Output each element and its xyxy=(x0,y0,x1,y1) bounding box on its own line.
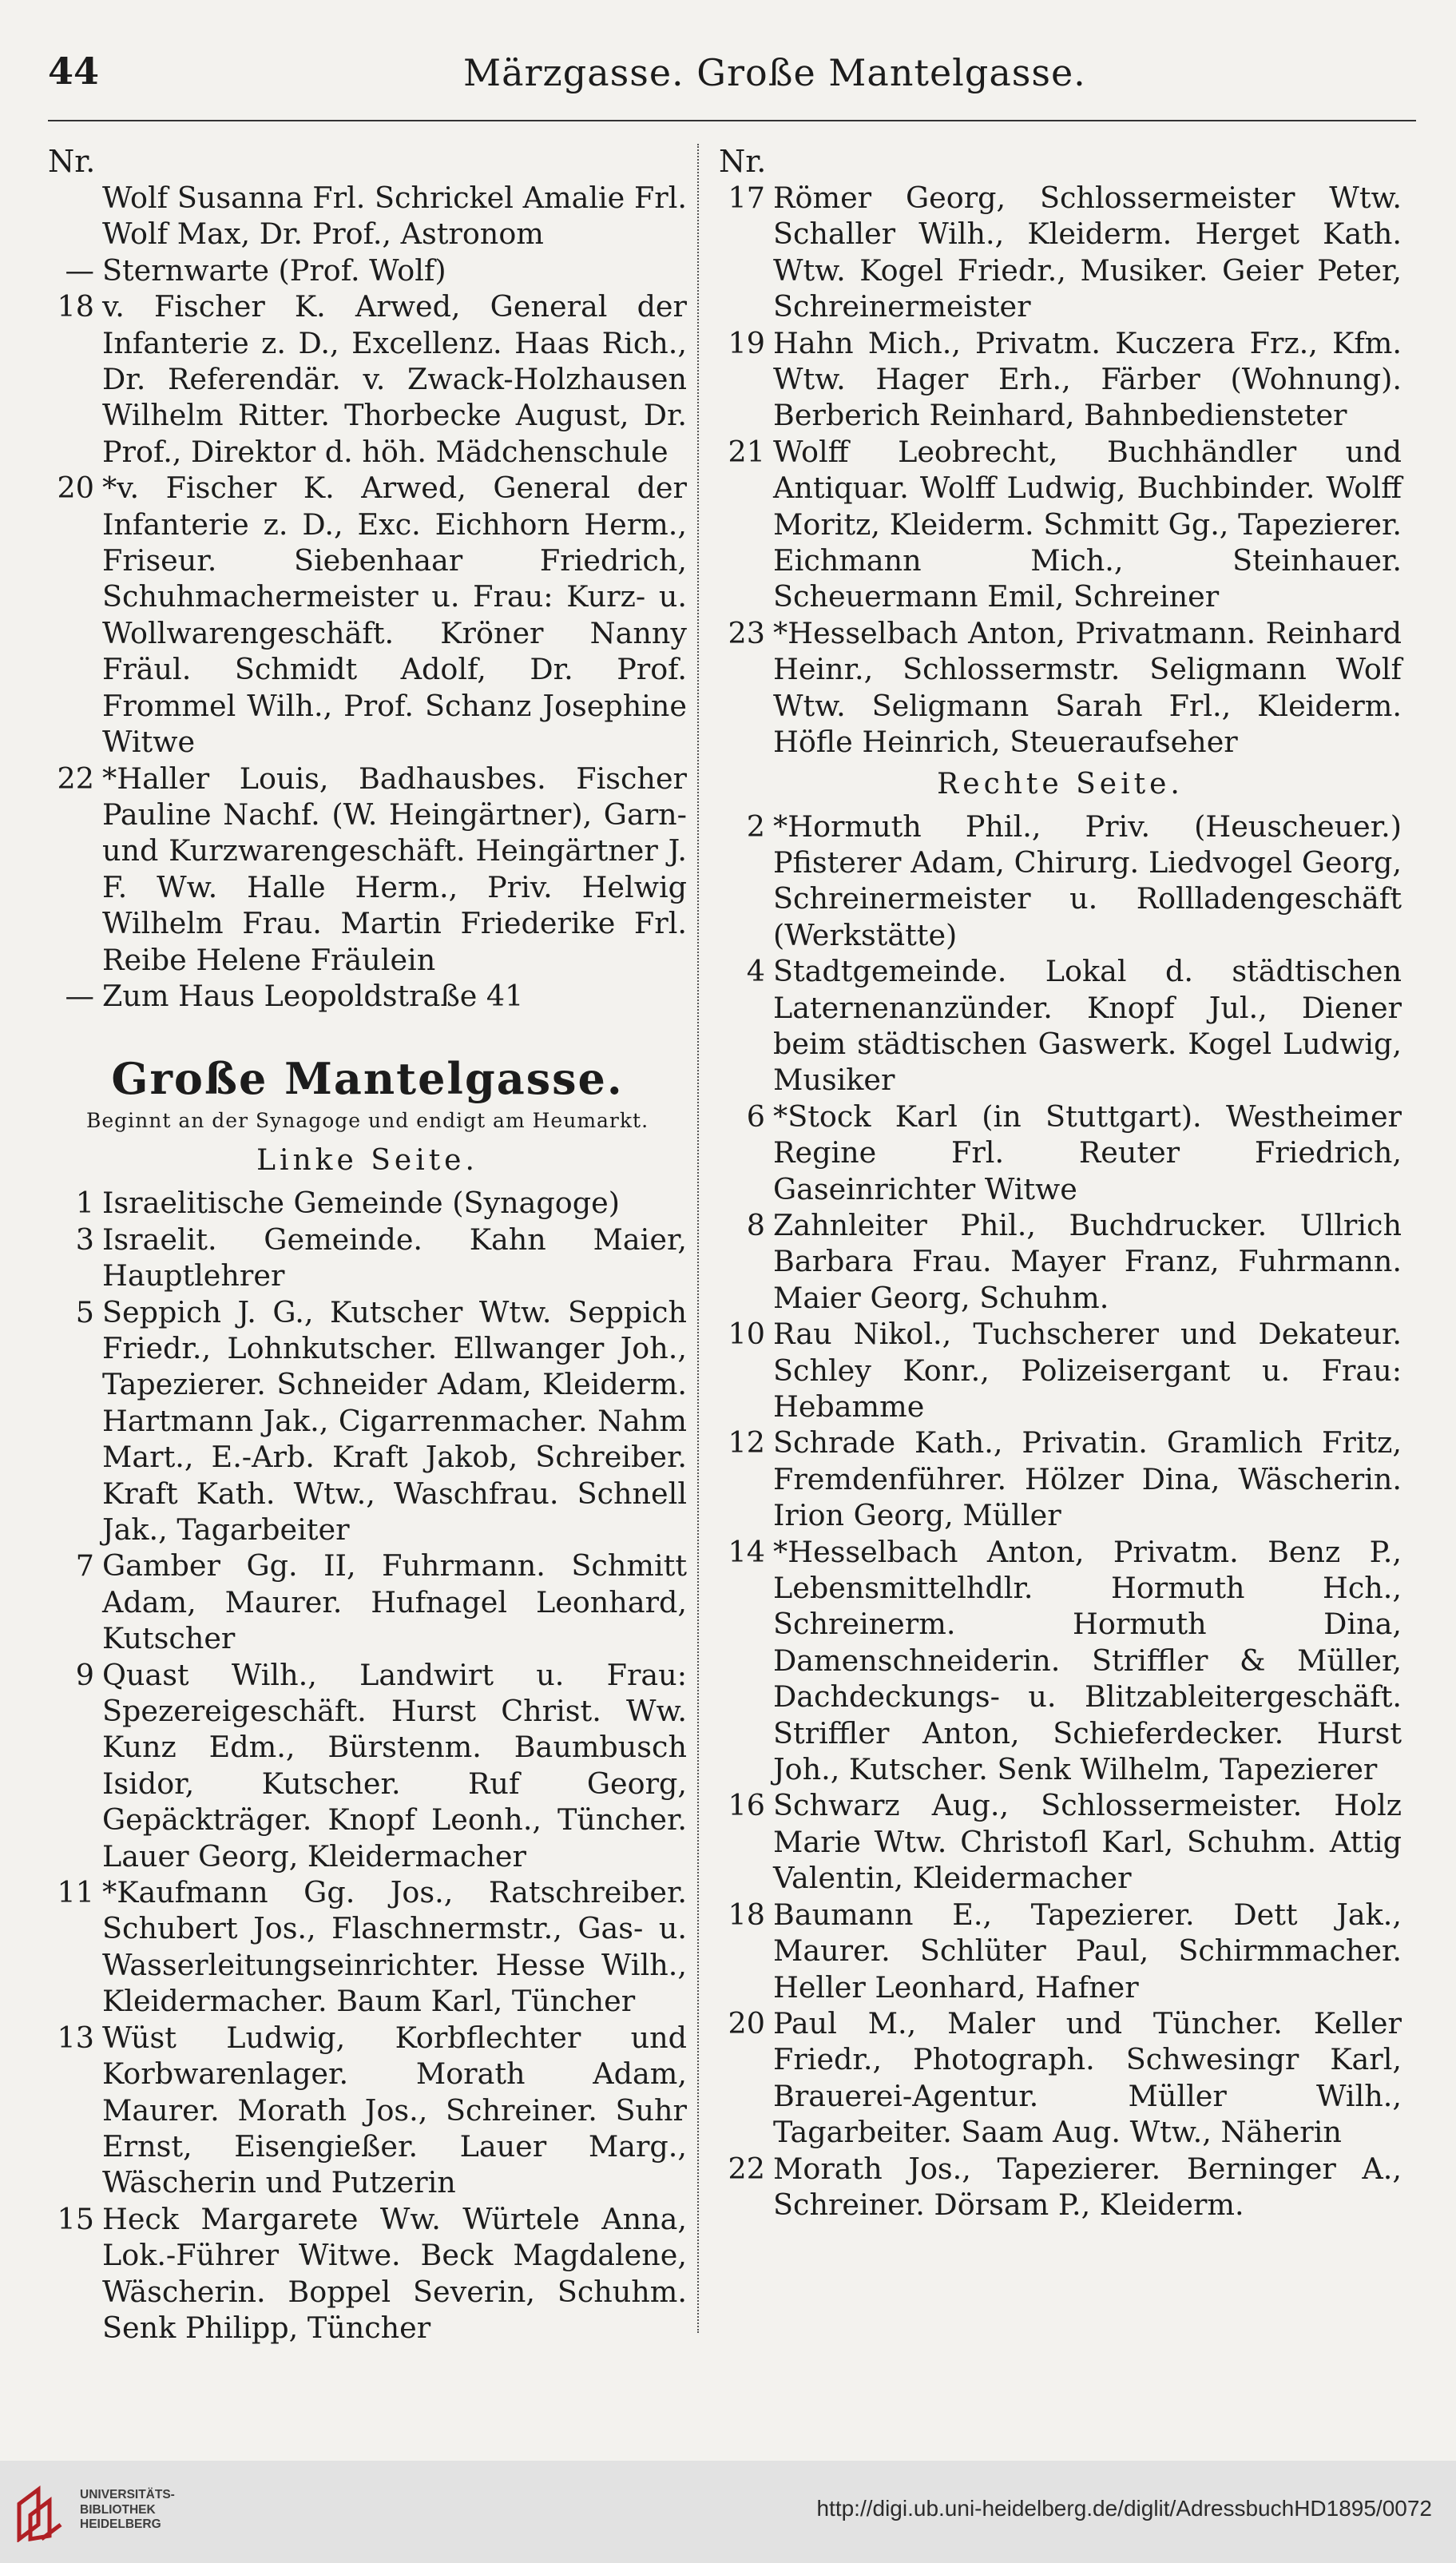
entry-text: Zahnleiter Phil., Buchdrucker. Ullrich Barbara Frau. Mayer Franz, Fuhrmann. Maier Georg, Schuhm. xyxy=(773,1207,1402,1315)
entry-text: Israelitische Gemeinde (Synagoge) xyxy=(102,1186,620,1221)
directory-entry xyxy=(48,2201,687,2346)
source-url-link[interactable]: http://digi.ub.uni-heidelberg.de/diglit/AdressbuchHD1895/0072 xyxy=(816,2496,1432,2521)
directory-entry xyxy=(719,615,1402,761)
entry-text: *v. Fischer K. Arwed, General der Infanterie z. D., Exc. Eichhorn Herm., Friseur. Siebenhaar Friedrich, Schuhmachermeister u. Frau: Kurz- u. Wollwarengeschäft. Kröner Nanny Fräul. Schmidt Adolf, Dr. Prof. Frommel Wilh., Prof. Schanz Josephine Witwe xyxy=(102,471,687,760)
house-number: 22 xyxy=(728,2151,765,2186)
house-number: 18 xyxy=(728,1897,765,1932)
entry-text: Wolff Leobrecht, Buchhändler und Antiquar. Wolff Ludwig, Buchbinder. Wolff Moritz, Kleiderm. Schmitt Gg., Tapezierer. Eichmann Mich., Steinhauer. Scheuermann Emil, Schreiner xyxy=(773,434,1402,614)
directory-entry xyxy=(719,1897,1402,2005)
house-number: 15 xyxy=(57,2201,94,2236)
entry-list xyxy=(719,180,1402,761)
house-number: 20 xyxy=(57,471,94,506)
entry-text: Gamber Gg. II, Fuhrmann. Schmitt Adam, Maurer. Hufnagel Leonhard, Kutscher xyxy=(102,1548,687,1656)
footer-bar xyxy=(0,2461,1456,2563)
house-number: 6 xyxy=(746,1099,765,1134)
running-head: Märzgasse. Große Mantelgasse. xyxy=(463,51,1086,94)
directory-entry xyxy=(48,470,687,760)
entry-text: *Hesselbach Anton, Privatmann. Reinhard Heinr., Schlossermstr. Seligmann Wolf Wtw. Seligmann Sarah Frl., Kleiderm. Höfle Heinrich, Steueraufseher xyxy=(773,615,1402,760)
house-number: 7 xyxy=(75,1548,94,1583)
library-logo-icon[interactable] xyxy=(14,2483,72,2542)
house-number: 3 xyxy=(75,1222,94,1257)
directory-entry xyxy=(48,288,687,470)
entry-text: Paul M., Maler und Tüncher. Keller Friedr., Photograph. Schwesingr Karl, Brauerei-Agentur. Müller Wilh., Tagarbeiter. Saam Aug. Wtw., Näherin xyxy=(773,2005,1402,2150)
nr-label: Nr. xyxy=(719,144,767,179)
right-column xyxy=(719,144,1402,2223)
house-number: — xyxy=(65,252,94,288)
entry-text: Zum Haus Leopoldstraße 41 xyxy=(102,978,524,1013)
house-number: — xyxy=(65,978,94,1013)
column-divider xyxy=(697,144,699,2333)
directory-entry xyxy=(719,1787,1402,1896)
directory-entry xyxy=(719,1207,1402,1316)
directory-entry xyxy=(719,180,1402,325)
page-number: 44 xyxy=(48,50,100,93)
entry-text: Wüst Ludwig, Korbflechter und Korbwarenlager. Morath Adam, Maurer. Morath Jos., Schreiner. Suhr Ernst, Eisengießer. Lauer Marg., Wäscherin und Putzerin xyxy=(102,2020,687,2200)
section-heading-right-side: Rechte Seite. xyxy=(937,767,1184,801)
entry-text: Heck Margarete Ww. Würtele Anna, Lok.-Führer Witwe. Beck Magdalene, Wäscherin. Boppel Severin, Schuhm. Senk Philipp, Tüncher xyxy=(102,2201,687,2345)
directory-entry xyxy=(719,2005,1402,2151)
house-number: 13 xyxy=(57,2020,94,2055)
entry-text: *Hesselbach Anton, Privatm. Benz P., Lebensmittelhdlr. Hormuth Hch., Schreinerm. Hormuth Dina, Damenschneiderin. Striffler & Müller, Dachdeckungs- u. Blitzableitergeschäft. Striffler Anton, Schieferdecker. Hurst Joh., Kutscher. Senk Wilhelm, Tapezierer xyxy=(773,1534,1402,1787)
house-number: 5 xyxy=(75,1294,94,1329)
directory-entry xyxy=(719,434,1402,615)
directory-entry xyxy=(48,1548,687,1656)
library-name-line: UNIVERSITÄTS- xyxy=(80,2488,175,2501)
entry-text: Schrade Kath., Privatin. Gramlich Fritz, Fremdenführer. Hölzer Dina, Wäscherin. Irion Georg, Müller xyxy=(773,1425,1402,1533)
house-number: 20 xyxy=(728,2005,765,2040)
entry-text: Schwarz Aug., Schlossermeister. Holz Marie Wtw. Christofl Karl, Schuhm. Attig Valentin, Kleidermacher xyxy=(773,1788,1402,1896)
directory-entry xyxy=(48,252,687,288)
library-name-line: BIBLIOTHEK xyxy=(80,2502,156,2517)
library-name[interactable] xyxy=(80,2488,175,2533)
entry-text: Stadtgemeinde. Lokal d. städtischen Laternenanzünder. Knopf Jul., Diener beim städtischen Gaswerk. Kogel Ludwig, Musiker xyxy=(773,954,1402,1098)
house-number: 23 xyxy=(728,615,765,650)
entry-text: *Kaufmann Gg. Jos., Ratschreiber. Schubert Jos., Flaschnermstr., Gas- u. Wasserleitungseinrichter. Hesse Wilh., Kleidermacher. Baum Karl, Tüncher xyxy=(102,1875,687,2019)
street-subtitle: Beginnt an der Synagoge und endigt am Heumarkt. xyxy=(85,1109,649,1133)
directory-entry xyxy=(719,1099,1402,1207)
house-number: 22 xyxy=(57,761,94,796)
entry-text: Römer Georg, Schlossermeister Wtw. Schaller Wilh., Kleiderm. Herget Kath. Wtw. Kogel Friedr., Musiker. Geier Peter, Schreinermeister xyxy=(773,181,1402,324)
entry-text: Sternwarte (Prof. Wolf) xyxy=(102,252,446,288)
directory-entry xyxy=(719,1534,1402,1788)
entry-text: Rau Nikol., Tuchscherer und Dekateur. Schley Konr., Polizeisergant u. Frau: Hebamme xyxy=(773,1317,1402,1424)
nr-label: Nr. xyxy=(48,144,96,179)
directory-entry xyxy=(719,809,1402,954)
left-column xyxy=(48,144,687,2346)
directory-entry xyxy=(719,325,1402,434)
house-number: 19 xyxy=(728,325,765,360)
directory-entry xyxy=(719,953,1402,1099)
header-rule xyxy=(48,120,1416,121)
entry-list xyxy=(719,809,1402,2223)
house-number: 12 xyxy=(728,1425,765,1460)
directory-entry xyxy=(719,2151,1402,2223)
entry-list xyxy=(48,1185,687,2346)
entry-text: Seppich J. G., Kutscher Wtw. Seppich Friedr., Lohnkutscher. Ellwanger Joh., Tapezierer. Schneider Adam, Kleiderm. Hartmann Jak., Cigarrenmacher. Nahm Mart., E.-Arb. Kraft Jakob, Schreiber. Kraft Kath. Wtw., Waschfrau. Schnell Jak., Tagarbeiter xyxy=(102,1294,687,1547)
house-number: 1 xyxy=(75,1186,94,1221)
house-number: 2 xyxy=(746,809,765,844)
directory-entry xyxy=(719,1316,1402,1425)
entry-text: Baumann E., Tapezierer. Dett Jak., Maurer. Schlüter Paul, Schirmmacher. Heller Leonhard, Hafner xyxy=(773,1897,1402,2005)
entry-text: *Haller Louis, Badhausbes. Fischer Pauline Nachf. (W. Heingärtner), Garn- und Kurzwarengeschäft. Heingärtner J. F. Ww. Halle Herm., Priv. Helwig Wilhelm Frau. Martin Friederike Frl. Reibe Helene Fräulein xyxy=(102,761,687,977)
house-number: 10 xyxy=(728,1317,765,1352)
entry-text: *Stock Karl (in Stuttgart). Westheimer Regine Frl. Reuter Friedrich, Gaseinrichter Witwe xyxy=(773,1099,1402,1206)
directory-entry xyxy=(48,1222,687,1294)
section-heading-left-side: Linke Seite. xyxy=(256,1144,478,1178)
directory-entry xyxy=(48,1657,687,1874)
house-number: 17 xyxy=(728,181,765,215)
directory-entry xyxy=(48,761,687,978)
directory-entry xyxy=(719,1425,1402,1533)
entry-text: Israelit. Gemeinde. Kahn Maier, Hauptlehrer xyxy=(102,1222,687,1293)
house-number: 18 xyxy=(57,289,94,324)
entry-text: Morath Jos., Tapezierer. Berninger A., Schreiner. Dörsam P., Kleiderm. xyxy=(773,2151,1402,2222)
directory-entry xyxy=(48,1294,687,1548)
house-number: 14 xyxy=(728,1534,765,1569)
directory-entry xyxy=(48,180,687,252)
page-header xyxy=(48,50,1392,105)
house-number: 16 xyxy=(728,1788,765,1823)
entry-text: Hahn Mich., Privatm. Kuczera Frz., Kfm. Wtw. Hager Erh., Färber (Wohnung). Berberich Reinhard, Bahnbediensteter xyxy=(773,325,1402,433)
house-number: 4 xyxy=(746,954,765,989)
house-number: 8 xyxy=(746,1207,765,1242)
entry-text: v. Fischer K. Arwed, General der Infanterie z. D., Excellenz. Haas Rich., Dr. Referendär. v. Zwack-Holzhausen Wilhelm Ritter. Thorbecke August, Dr. Prof., Direktor d. höh. Mädchenschule xyxy=(102,289,687,469)
house-number: 9 xyxy=(75,1657,94,1692)
directory-entry xyxy=(48,2020,687,2201)
entry-text: *Hormuth Phil., Priv. (Heuscheuer.) Pfisterer Adam, Chirurg. Liedvogel Georg, Schreinermeister u. Rollladengeschäft (Werkstätte) xyxy=(773,809,1402,952)
house-number: 21 xyxy=(728,434,765,469)
house-number: 11 xyxy=(57,1875,94,1910)
directory-entry xyxy=(48,1874,687,2020)
library-name-line: HEIDELBERG xyxy=(80,2517,161,2531)
entry-text: Quast Wilh., Landwirt u. Frau: Spezereigeschäft. Hurst Christ. Ww. Kunz Edm., Bürstenm. Baumbusch Isidor, Kutscher. Ruf Georg, Gepäckträger. Knopf Leonh., Tüncher. Lauer Georg, Kleidermacher xyxy=(102,1657,687,1874)
directory-entry xyxy=(48,978,687,1014)
entry-list xyxy=(48,180,687,1014)
entry-text: Wolf Susanna Frl. Schrickel Amalie Frl. Wolf Max, Dr. Prof., Astronom xyxy=(102,181,687,252)
street-title: Große Mantelgasse. xyxy=(111,1053,624,1105)
directory-entry xyxy=(48,1185,687,1221)
